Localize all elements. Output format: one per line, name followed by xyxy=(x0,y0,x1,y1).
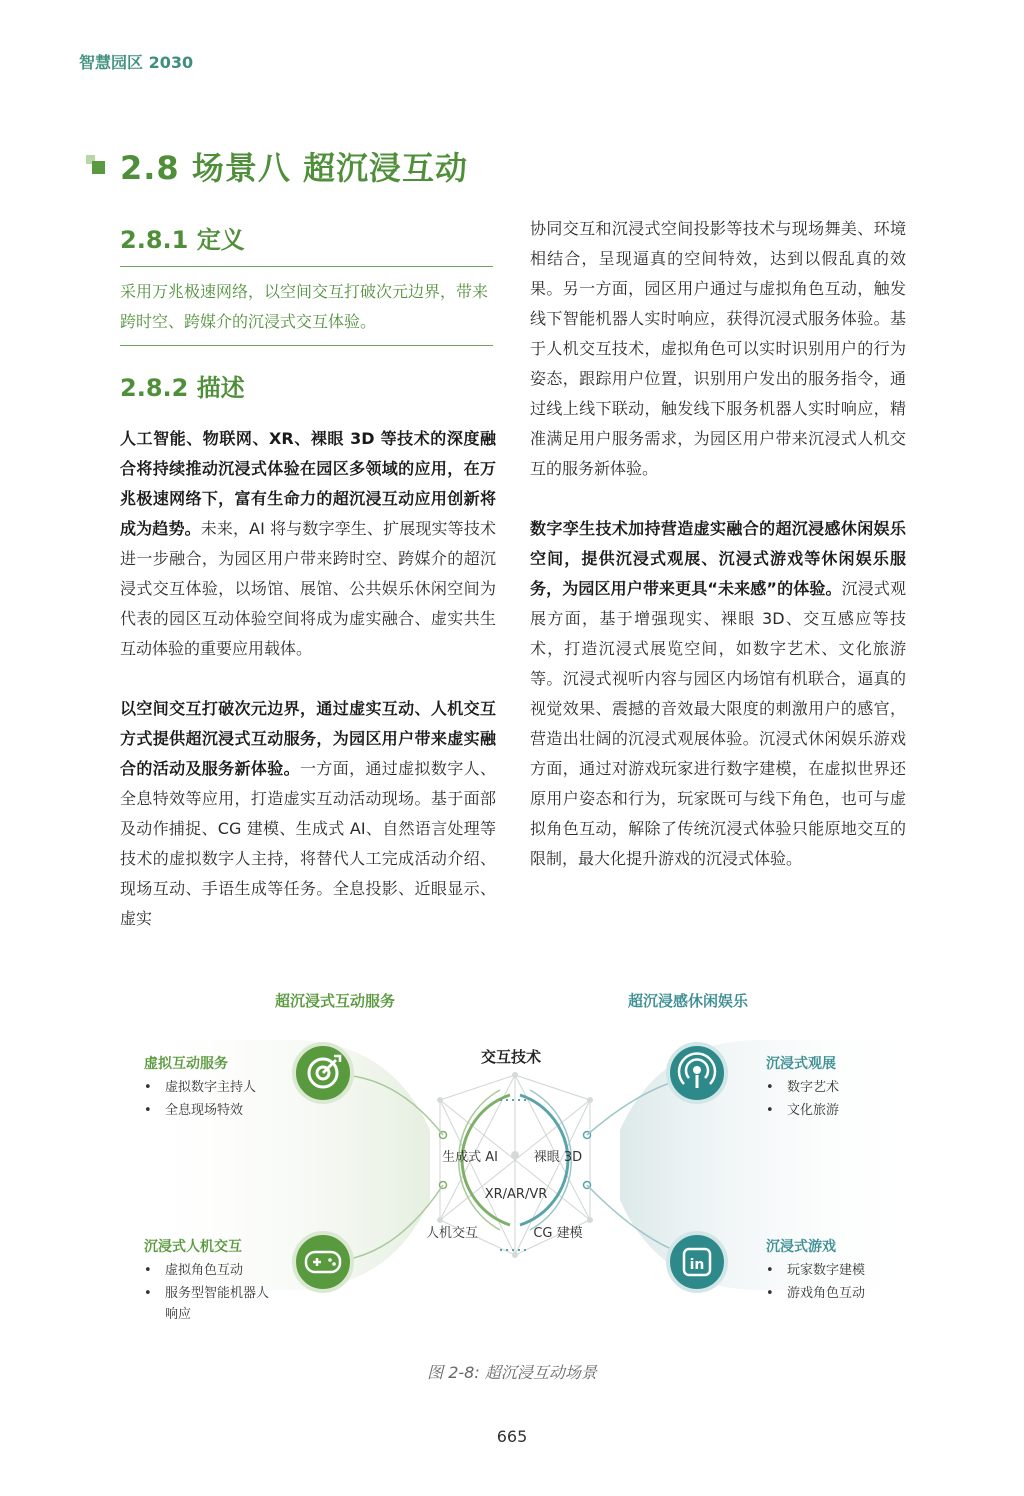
paragraph-3-body: 沉浸式观展方面，基于增强现实、裸眼 3D、交互感应等技术，打造沉浸式展览空间，如数字艺术、文化旅游等。沉浸式视听内容与园区内场馆有机联合，逼真的视觉效果、震撼的音效最大限度的刺激用户的感官，营造出壮阔的沉浸式观展体验。沉浸式休闲娱乐游戏方面，通过对游戏玩家进行数字建模，在虚拟世界还原用户姿态和行为，玩家既可与线下角色，也可与虚拟角色互动，解除了传统沉浸式体验只能原地交互的限制，最大化提升游戏的沉浸式体验。 xyxy=(530,579,906,868)
block-exhibition-item: • xyxy=(766,1080,774,1095)
definition-box xyxy=(120,266,493,346)
paragraph-2 xyxy=(120,694,496,934)
right-column xyxy=(530,214,906,874)
description-heading: 2.8.2 描述 xyxy=(120,374,245,402)
paragraph-2-body-start: 一方面，通过虚拟数字人、全息特效等应用，打造虚实互动活动现场。基于面部及动作捕捉、CG 建模、生成式 AI、自然语言处理等技术的虚拟数字人主持，将替代人工完成活动介绍、现场互动、手语生成等任务。全息投影、近眼显示、虚实 xyxy=(120,759,496,928)
block-virtual-service-item: • xyxy=(144,1080,152,1095)
block-hci-item-3: 响应 xyxy=(165,1307,192,1322)
block-exhibition-item-1: 数字艺术 xyxy=(787,1080,840,1095)
tech-xr-ar-vr: XR/AR/VR xyxy=(484,1187,548,1202)
paragraph-1 xyxy=(120,424,496,664)
paragraph-3 xyxy=(530,514,906,874)
block-hci-item-2: 服务型智能机器人 xyxy=(165,1286,270,1301)
gamepad-icon xyxy=(294,1233,352,1291)
block-hci-item: • xyxy=(144,1286,152,1301)
interaction-diagram xyxy=(130,980,920,1350)
running-header: 智慧园区 2030 xyxy=(79,53,194,72)
target-icon xyxy=(294,1044,352,1102)
block-game-item: • xyxy=(766,1263,774,1278)
svg-text:in: in xyxy=(689,1257,705,1273)
definition-text: 采用万兆极速网络，以空间交互打破次元边界，带来跨时空、跨媒介的沉浸式交互体验。 xyxy=(120,282,489,331)
block-hci-title: 沉浸式人机交互 xyxy=(144,1239,242,1255)
block-virtual-service-item: • xyxy=(144,1103,152,1118)
block-game-title: 沉浸式游戏 xyxy=(766,1239,836,1255)
paragraph-2-continued xyxy=(530,214,906,484)
section-title-row xyxy=(86,143,468,189)
block-virtual-service-title: 虚拟互动服务 xyxy=(144,1056,228,1072)
figure-caption: 图 2-8: 超沉浸互动场景 xyxy=(427,1363,597,1382)
center-title: 交互技术 xyxy=(480,1048,542,1066)
paragraph-1-body: 未来，AI 将与数字孪生、扩展现实等技术进一步融合，为园区用户带来跨时空、跨媒介的超沉浸式交互体验，以场馆、展馆、公共娱乐休闲空间为代表的园区互动体验空间将成为虚实融合、虚实共生互动体验的重要应用载体。 xyxy=(120,519,496,658)
definition-heading: 2.8.1 定义 xyxy=(120,226,245,254)
paragraph-2-lead: 以空间交互打破次元边界，通过虚实互动、人机交互方式提供超沉浸式互动服务，为园区用户带来虚实融合的活动及服务新体验。 xyxy=(120,699,496,778)
block-hci-item-1: 虚拟角色互动 xyxy=(165,1263,244,1278)
page-number: 665 xyxy=(496,1427,528,1446)
tech-hci: 人机交互 xyxy=(425,1226,479,1241)
section-title: 2.8 场景八 超沉浸互动 xyxy=(120,149,468,187)
linkedin-icon xyxy=(668,1233,726,1291)
left-column xyxy=(120,424,496,934)
block-game-item: • xyxy=(766,1286,774,1301)
title-square-icon xyxy=(86,155,108,177)
tech-cg-modeling: CG 建模 xyxy=(533,1226,583,1241)
paragraph-3-lead: 数字孪生技术加持营造虚实融合的超沉浸感休闲娱乐空间，提供沉浸式观展、沉浸式游戏等休闲娱乐服务，为园区用户带来更具“未来感”的体验。 xyxy=(530,519,906,598)
block-game-item-1: 玩家数字建模 xyxy=(787,1263,866,1278)
block-exhibition-item-2: 文化旅游 xyxy=(787,1103,840,1118)
podcast-icon xyxy=(668,1044,726,1102)
paragraph-2-body-end: 协同交互和沉浸式空间投影等技术与现场舞美、环境相结合，呈现逼真的空间特效，达到以假乱真的效果。另一方面，园区用户通过与虚拟角色互动，触发线下智能机器人实时响应，获得沉浸式服务体验。基于人机交互技术，虚拟角色可以实时识别用户的行为姿态，跟踪用户位置，识别用户发出的服务指令，通过线上线下联动，触发线下服务机器人实时响应，精准满足用户服务需求，为园区用户带来沉浸式人机交互的服务新体验。 xyxy=(530,219,906,478)
right-group-title: 超沉浸感休闲娱乐 xyxy=(627,992,749,1010)
block-game-item-2: 游戏角色互动 xyxy=(787,1286,866,1301)
left-group-title: 超沉浸式互动服务 xyxy=(274,992,396,1010)
block-virtual-service-item-2: 全息现场特效 xyxy=(165,1103,244,1118)
block-exhibition-item: • xyxy=(766,1103,774,1118)
block-exhibition-title: 沉浸式观展 xyxy=(766,1056,836,1072)
block-hci-item: • xyxy=(144,1263,152,1278)
tech-generative-ai: 生成式 AI xyxy=(442,1150,498,1165)
tech-naked-eye-3d: 裸眼 3D xyxy=(533,1150,583,1165)
paragraph-1-lead: 人工智能、物联网、XR、裸眼 3D 等技术的深度融合将持续推动沉浸式体验在园区多领域的应用，在万兆极速网络下，富有生命力的超沉浸互动应用创新将成为趋势。 xyxy=(120,429,496,538)
block-virtual-service-item-1: 虚拟数字主持人 xyxy=(165,1080,257,1095)
